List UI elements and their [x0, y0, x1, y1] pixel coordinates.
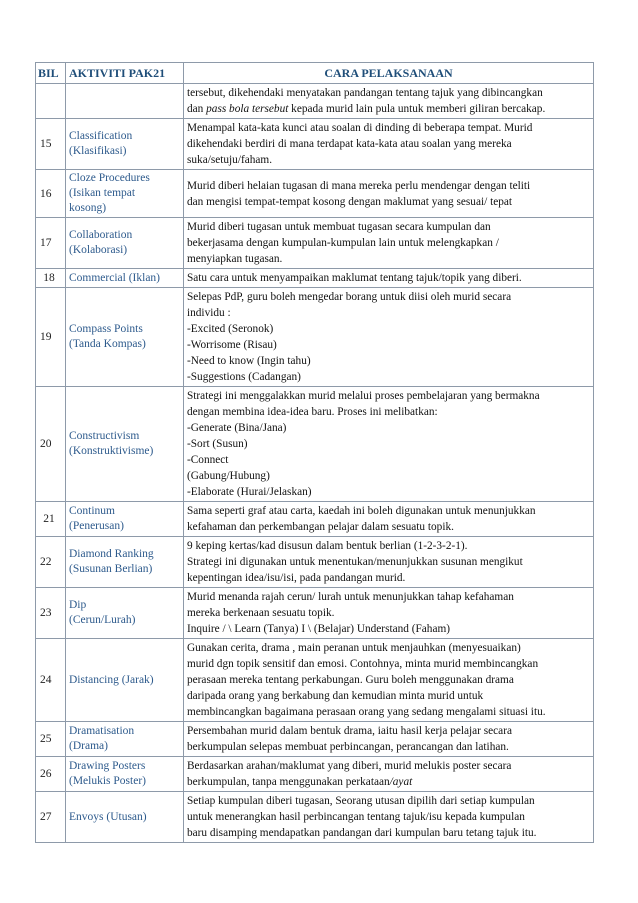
table-row: [36, 502, 594, 537]
activity-name-line: Dip: [69, 599, 87, 611]
description-line: Persembahan murid dalam bentuk drama, iaitu hasil kerja pelajar secara: [187, 725, 512, 737]
description-line: [187, 101, 590, 117]
activity-name-line: Envoys (Utusan): [69, 810, 147, 823]
table-row: [36, 218, 594, 269]
activity-name: [66, 502, 184, 537]
description-line: mereka berkenaan sesuatu topik.: [187, 607, 335, 619]
activity-name-line: Commercial (Iklan): [69, 271, 161, 284]
description-line: Strategi ini menggalakkan murid melalui proses pembelajaran yang bermakna: [187, 390, 540, 402]
activity-name: [66, 84, 184, 119]
description-line: tersebut, dikehendaki menyatakan pandangan tentang tajuk yang dibincangkan: [187, 87, 543, 99]
activity-name-line: (Melukis Poster): [69, 775, 146, 787]
description-line: -Suggestions (Cadangan): [187, 371, 301, 383]
description-line: -Elaborate (Hurai/Jelaskan): [187, 486, 312, 498]
table-row: [36, 537, 594, 588]
description-line: kefahaman dan perkembangan pelajar dalam sesuatu topik.: [187, 521, 454, 533]
header-bil: BIL: [36, 63, 66, 84]
italic-text: pass bola tersebut: [206, 103, 289, 115]
activity-name: [66, 387, 184, 502]
description-line: kepentingan idea/isu/isi, pada pandangan murid.: [187, 572, 406, 584]
description-line: Satu cara untuk menyampaikan maklumat tentang tajuk/topik yang diberi.: [187, 272, 522, 284]
description-line: individu :: [187, 307, 231, 319]
row-number: 25: [36, 722, 66, 757]
implementation-description: [184, 722, 594, 757]
activity-name: [66, 288, 184, 387]
table-row: [36, 722, 594, 757]
description-line: baru disamping mendapatkan pandangan dari kumpulan baru tetang tajuk itu.: [187, 827, 537, 839]
description-line: (Gabung/Hubung): [187, 470, 270, 482]
description-line: menyiapkan tugasan.: [187, 253, 283, 265]
description-line: Murid menanda rajah cerun/ lurah untuk menunjukkan tahap kefahaman: [187, 591, 514, 603]
activity-name-line: Classification: [69, 130, 133, 142]
row-number: 19: [36, 288, 66, 387]
description-line: Sama seperti graf atau carta, kaedah ini boleh digunakan untuk menunjukkan: [187, 505, 536, 517]
activity-name: [66, 119, 184, 170]
activity-name: [66, 757, 184, 792]
activity-name-line: (Drama): [69, 740, 108, 752]
description-line: berkumpulan selepas membuat perbincangan, perancangan dan latihan.: [187, 741, 509, 753]
header-aktiviti: AKTIVITI PAK21: [66, 63, 184, 84]
description-line: -Need to know (Ingin tahu): [187, 355, 311, 367]
row-number: 16: [36, 170, 66, 218]
implementation-description: [184, 387, 594, 502]
activity-name-line: (Cerun/Lurah): [69, 614, 136, 626]
activity-name-line: (Isikan tempat: [69, 187, 136, 199]
activity-name-line: Cloze Procedures: [69, 172, 150, 184]
description-line: dengan membina idea-idea baru. Proses ini melibatkan:: [187, 406, 438, 418]
activity-name-line: Collaboration: [69, 229, 133, 241]
table-row: [36, 757, 594, 792]
row-number: 24: [36, 639, 66, 722]
activity-name: [66, 588, 184, 639]
description-line: suka/setuju/faham.: [187, 154, 273, 166]
description-line: dikehendaki berdiri di mana terdapat kata-kata atau soalan yang mereka: [187, 138, 512, 150]
row-number: 26: [36, 757, 66, 792]
activity-name: [66, 722, 184, 757]
description-line: Murid diberi helaian tugasan di mana mereka perlu mendengar dengan teliti: [187, 179, 531, 192]
text-segment: kepada murid lain pula untuk memberi giliran bercakap.: [288, 103, 546, 115]
activity-name: [66, 269, 184, 288]
text-segment: berkumpulan, tanpa menggunakan perkataan: [187, 776, 390, 788]
activity-name-line: (Tanda Kompas): [69, 338, 146, 350]
activity-name-line: (Penerusan): [69, 520, 124, 532]
table-body: [36, 84, 594, 843]
document-page: [35, 62, 593, 843]
implementation-description: [184, 218, 594, 269]
activity-name-line: Drawing Posters: [69, 760, 146, 772]
description-line: untuk menerangkan hasil perbincangan tentang tajuk/isu kepada kumpulan: [187, 811, 525, 823]
activity-name-line: (Susunan Berlian): [69, 563, 153, 575]
implementation-description: [184, 502, 594, 537]
description-line: Berdasarkan arahan/maklumat yang diberi, murid melukis poster secara: [187, 760, 512, 772]
text-segment: dan: [187, 103, 207, 115]
implementation-description: [184, 757, 594, 792]
table-row: [36, 269, 594, 288]
row-number: 20: [36, 387, 66, 502]
description-line: -Sort (Susun): [187, 438, 248, 450]
description-line: Menampal kata-kata kunci atau soalan di dinding di beberapa tempat. Murid: [187, 122, 533, 134]
activity-name: [66, 537, 184, 588]
activity-name-line: (Klasifikasi): [69, 145, 127, 157]
activity-name: [66, 170, 184, 218]
activity-name-line: (Konstruktivisme): [69, 445, 154, 457]
row-number: 21: [36, 502, 66, 537]
description-line: -Worrisome (Risau): [187, 339, 277, 351]
description-line: daripada orang yang berkabung dan kemudian minta murid untuk: [187, 690, 484, 702]
description-line: perasaan mereka tentang perkabungan. Guru boleh menggunakan drama: [187, 674, 514, 686]
table-row: [36, 84, 594, 119]
description-line: -Excited (Seronok): [187, 323, 274, 335]
description-line: 9 keping kertas/kad disusun dalam bentuk berlian (1-2-3-2-1).: [187, 540, 468, 552]
activity-name: [66, 792, 184, 843]
description-line: Inquire / \ Learn (Tanya) I \ (Belajar) Understand (Faham): [187, 623, 451, 635]
row-number: 23: [36, 588, 66, 639]
table-row: [36, 588, 594, 639]
description-line: -Generate (Bina/Jana): [187, 422, 287, 434]
implementation-description: [184, 170, 594, 218]
description-line: Gunakan cerita, drama , main peranan untuk menjauhkan (menyesuaikan): [187, 642, 521, 654]
implementation-description: [184, 288, 594, 387]
activity-name-line: Continum: [69, 505, 116, 517]
activity-name-line: Diamond Ranking: [69, 548, 154, 560]
table-row: [36, 288, 594, 387]
implementation-description: [184, 269, 594, 288]
activity-name-line: Constructivism: [69, 430, 140, 442]
description-line: -Connect: [187, 454, 229, 466]
table-row: [36, 639, 594, 722]
implementation-description: [184, 792, 594, 843]
table-row: [36, 792, 594, 843]
implementation-description: [184, 537, 594, 588]
row-number: 18: [36, 269, 66, 288]
description-line: membincangkan bagaimana perasaan orang yang sedang mengalami situasi itu.: [187, 706, 546, 718]
description-line: Selepas PdP, guru boleh mengedar borang untuk diisi oleh murid secara: [187, 291, 512, 303]
row-number: 27: [36, 792, 66, 843]
implementation-description: [184, 588, 594, 639]
activity-name-line: Compass Points: [69, 323, 143, 335]
table-header-row: [36, 63, 594, 84]
description-line: [187, 774, 590, 790]
italic-text: /ayat: [389, 776, 413, 788]
row-number: [36, 84, 66, 119]
header-cara-pelaksanaan: CARA PELAKSANAAN: [184, 63, 594, 84]
implementation-description: [184, 84, 594, 119]
description-line: bekerjasama dengan kumpulan-kumpulan lain untuk melengkapkan /: [187, 237, 499, 249]
activity-name-line: (Kolaborasi): [69, 244, 128, 256]
description-line: dan mengisi tempat-tempat kosong dengan maklumat yang sesuai/ tepat: [187, 195, 513, 208]
activity-name: [66, 639, 184, 722]
row-number: 17: [36, 218, 66, 269]
table-row: [36, 119, 594, 170]
row-number: 15: [36, 119, 66, 170]
activity-name-line: kosong): [69, 202, 107, 214]
row-number: 22: [36, 537, 66, 588]
pak21-activity-table: [35, 62, 594, 843]
activity-name-line: Dramatisation: [69, 725, 135, 737]
table-row: [36, 387, 594, 502]
description-line: Setiap kumpulan diberi tugasan, Seorang utusan dipilih dari setiap kumpulan: [187, 795, 535, 807]
description-line: Strategi ini digunakan untuk menentukan/menunjukkan susunan mengikut: [187, 556, 523, 568]
activity-name: [66, 218, 184, 269]
description-line: murid dgn topik sensitif dan emosi. Contohnya, minta murid membincangkan: [187, 658, 539, 670]
implementation-description: [184, 119, 594, 170]
description-line: Murid diberi tugasan untuk membuat tugasan secara kumpulan dan: [187, 221, 491, 233]
table-row: [36, 170, 594, 218]
implementation-description: [184, 639, 594, 722]
activity-name-line: Distancing (Jarak): [69, 673, 154, 686]
